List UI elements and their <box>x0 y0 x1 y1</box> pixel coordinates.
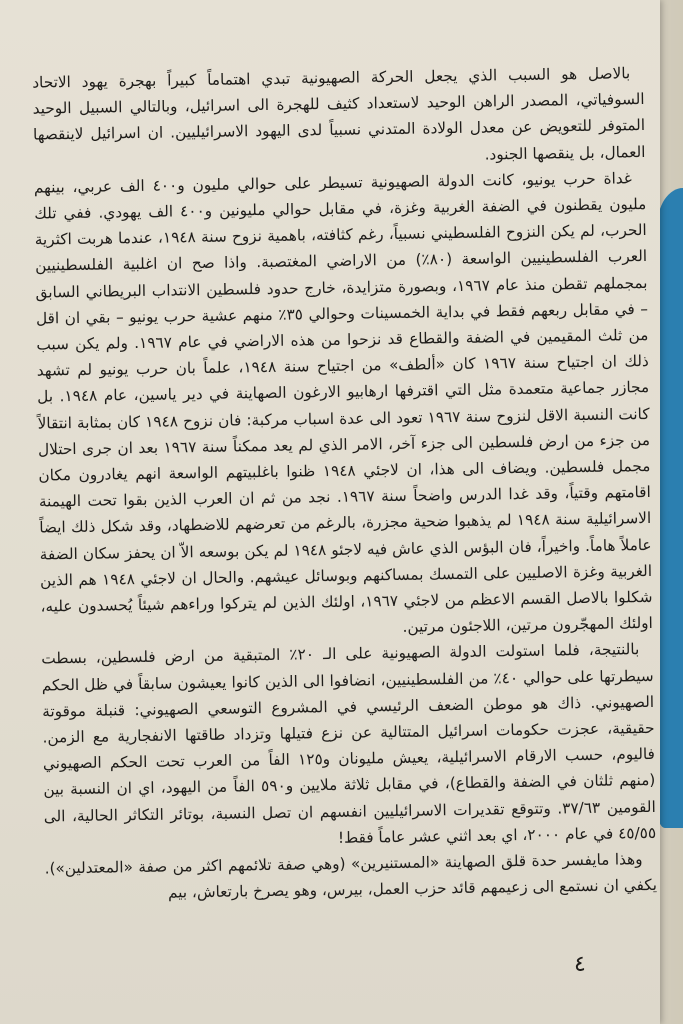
paragraph-1: بالاصل هو السبب الذي يجعل الحركة الصهيونية تبدي اهتماماً كبيراً بهجرة يهود الاتحاد السوفياتي، المصدر الراهن الوحيد لاستعداد كثيف للهجرة الى اسرائيل، وبالتالي السبيل الوحيد المتوفر للتعويض عن معدل الولادة المتدني نسبياً لدى اليهود الاسرائيليين. ان اسرائيل لاينقصها العمال، بل ينقصها الجنود. <box>32 64 646 164</box>
body-text <box>32 60 657 908</box>
paragraph-4: وهذا مايفسر حدة قلق الصهاينة «المستنيرين» (وهي صفة تلائمهم اكثر من صفة «المعتدلين»). يكفي ان نستمع الى زعيمهم قائد حزب العمل، بيرس، وهو يصرخ بارتعاش، بيم <box>44 850 658 902</box>
paragraph-2: غداة حرب يونيو، كانت الدولة الصهيونية تسيطر على حوالي مليون و٤٠٠ الف عربي، بينهم مليون يقطنون في الضفة الغربية وغزة، في مقابل حوالي مليونين و٤٠٠ الف يهودي. ففي تلك الحرب، لم يكن النزوح الفلسطيني نسبياً، رغم كثافته، باهمية نزوح سنة ١٩٤٨، عندما هربت اكثرية العرب الفلسطينيين الواسعة (٨٠٪) من الاراضي المغتصبة. واذا صح ان اغلبية الفلسطينيين بمجملهم تقطن منذ عام ١٩٦٧، وبصورة متزايدة، خارج حدود فلسطين الانتداب البريطاني السابق – في مقابل ربعهم فقط في بداية الخمسينات وحوالي ٣٥٪ منهم عشية حرب يونيو – بقي ان اقل من ثلث المقيمين في الضفة والقطاع قد نزحوا من هذه الاراضي في عام ١٩٦٧. ولم يكن سبب ذلك ان اجتياح سنة ١٩٦٧ كان «ألطف» من اجتياح سنة ١٩٤٨، علماً بان حرب يونيو لم تشهد مجازر جماعية متعمدة مثل التي اقترفها ارهابيو الارغون الصهاينة في دير ياسين، عام ١٩٤٨. بل كانت النسبة الاقل لنزوح سنة ١٩٦٧ تعود الى عدة اسباب مركبة: فان نزوح ١٩٤٨ كان بمثابة انتقالاً من جزء من ارض فلسطين الى جزء آخر، الامر الذي لم يعد ممكناً سنة ١٩٦٧ بعد ان جرى احتلال مجمل فلسطين. ويضاف الى هذا، ان لاجئي ١٩٤٨ ظنوا باغلبيتهم الواسعة انهم يغادرون مكان اقامتهم وقتياً، وقد غدا الدرس واضحاً سنة ١٩٦٧. نجد من ثم ان العرب الذين بقوا تحت الهيمنة الاسرائيلية سنة ١٩٤٨ لم يذهبوا ضحية مجزرة، بالرغم من تعرضهم للاضطهاد، وقد شكل ذلك ايضاً عاملاً هاماً. واخيراً، فان البؤس الذي عاش فيه لاجئو ١٩٤٨ لم يكن بوسعه الاّ ان يحفز سكان الضفة الغربية وغزة الاصليين على التمسك بمساكنهم وبوسائل عيشهم. والحال ان لاجئي ١٩٤٨ هم الذين شكلوا بالاصل القسم الاعظم من لاجئي ١٩٦٧، اولئك الذين لم يتركوا وراءهم شيئاً يُحسدون عليه، اولئك المهجّرون مرتين، اللاجئون مرتين. <box>33 169 653 637</box>
page-number: ٤ <box>574 952 586 977</box>
blue-background-edge <box>657 188 683 828</box>
paragraph-3: بالنتيجة، فلما استولت الدولة الصهيونية على الـ ٢٠٪ المتبقية من ارض فلسطين، بسطت سيطرتها على حوالي ٤٠٪ من الفلسطينيين، انضافوا الى الذين كانوا يعيشون سابقاً في ظل الحكم الصهيوني. ذاك هو موطن الضعف الرئيسي في المشروع التوسعي الصهيوني: قنبلة موقوتة حقيقية، عجزت حكومات اسرائيل المتتالية عن نزع فتيلها وتزداد طاقتها الانفجارية مع الزمن. فاليوم، حسب الارقام الاسرائيلية، يعيش مليونان و١٢٥ الفاً من العرب تحت الحكم الصهيوني (منهم ثلثان في الضفة والقطاع)، في مقابل ثلاثة ملايين و٥٩٠ الفاً من اليهود، اي ان النسبة بين القومين ٣٧/٦٣. وتتوقع تقديرات الاسرائيليين انفسهم ان تصل النسبة، بوتائر التكاثر الحالية، الى ٤٥/٥٥ في عام ٢٠٠٠، اي بعد اثني عشر عاماً فقط! <box>41 640 657 847</box>
